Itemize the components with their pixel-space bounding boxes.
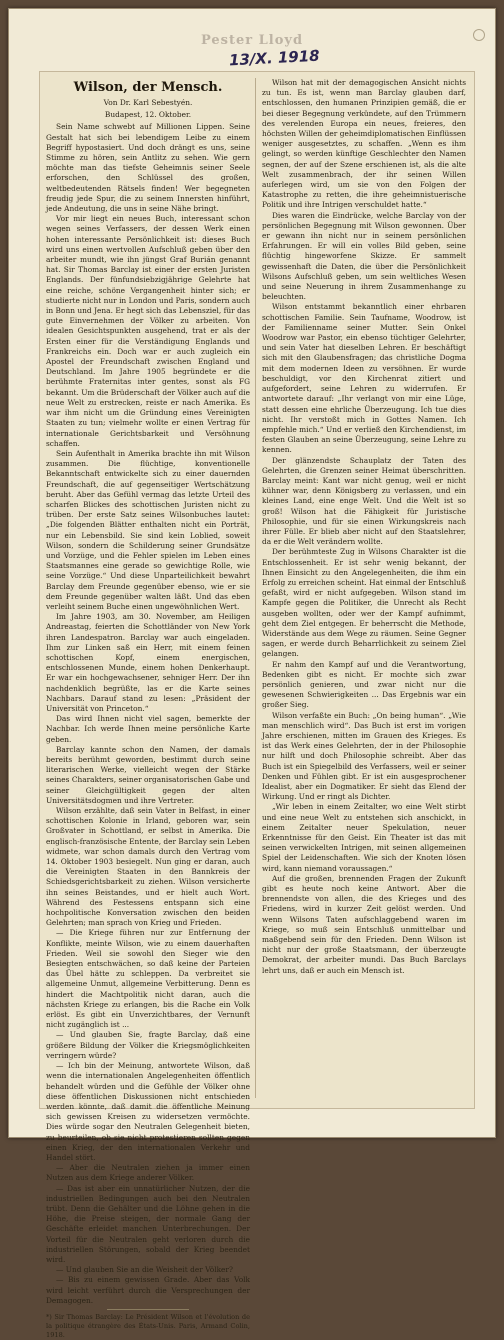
article-paragraph: „Wir leben in einem Zeitalter, wo eine Welt stirbt und eine neue Welt zu entstehen sich anschickt, in einem Zeitalter neuer Spekulation, neuer Erkenntnisse für den Geist. Ein Theater ist das mit seinen verwickelten Intrigen, mit seinen allgemeinen Spiel der Leidenschaften. Wie sich der Knoten lösen wird, kann niemand voraussagen.“: [262, 802, 466, 873]
article-paragraph: Das wird Ihnen nicht viel sagen, bemerkte der Nachbar. Ich werde Ihnen meine persönliche Karte geben.: [46, 714, 250, 744]
article-title: Wilson, der Mensch.: [73, 80, 223, 95]
newspaper-sheet: [8, 8, 496, 1339]
article-left-column: [46, 78, 251, 1339]
article-paragraph: Er nahm den Kampf auf und die Verantwortung, Bedenken gibt es nicht. Er mochte sich zwar persönlich genieren, und zwar nicht nur die gewesenen Schwierigkeiten ... Das Ergebnis war ein großer Sieg.: [262, 659, 466, 710]
article-paragraph: — Und glauben Sie, fragte Barclay, daß eine größere Bildung der Völker die Kriegsmöglichkeiten verringern würde?: [46, 1030, 250, 1060]
article-paragraph: Der glänzendste Schauplatz der Taten des Gelehrten, die Grenzen seiner Heimat überschritten. Barclay meint: Kant war nicht genug, weil er nicht kühner war, denn Königsberg zu verlassen, und ein kleines Land, eine enge Welt. Und die Welt ist so groß! Wilson hat die Fähigkeit für Juristische Philosophie, und für sie einen Wirkungskreis nach ihrer Fülle. Er blieb aber nicht auf den Staatslehrer, da er die Welt verändern wollte.: [262, 455, 466, 547]
article-paragraph: Wilson erzählte, daß sein Vater in Belfast, in einer schottischen Kolonie in Irland, geboren war, sein Großvater in Schottland, er selbst in Amerika. Die englisch-französische Entente, der Barclay sein Leben widmete, war schon damals durch den Vertrag vom 14. Oktober 1903 besiegelt. Nun ging er daran, auch die Vereinigten Staaten in den Bannkreis der Schiedsgerichtsbarkeit zu ziehen. Wilson versicherte ihn seines Beistandes, und er hielt auch Wort. Während des Festessens entspann sich eine hochpolitische Konversation zwischen den beiden Gelehrten; man sprach von Krieg und Frieden.: [46, 806, 251, 928]
masthead: Pester Lloyd: [200, 33, 304, 48]
article-paragraph: — Bis zu einem gewissen Grade. Aber das Volk wird leicht verführt durch die Versprechungen der Demagogen.: [46, 1275, 250, 1305]
article-paragraph: Im Jahre 1903, am 30. November, am Heiligen Andreastag, feierten die Schottländer von New York ihren Landespatron. Barclay war auch eingeladen. Ihm zur Linken saß ein Herr, mit einem feinen schottischen Kopf, einem energischen, entschlossenen Munde, einem hohen Denkerhaupt. Er war ein hochgewachsener, sehniger Herr. Der ihn nachdenklich begrüßte, las er die Karte seines Nachbars. Darauf stand zu lesen: „Präsident der Universität von Princeton.“: [46, 612, 250, 713]
article-paragraph: — Das ist aber ein unnatürlicher Nutzen, der die industriellen Bedingungen auch bei den Neutralen trübt. Denn die Gehälter und die Löhne gehen in die Höhe, die Preise steigen, der normale Gang der Geschäfte erleidet manchen Unterbrechungen. Der Vorteil für die Neutralen geht verloren durch die industriellen Störungen, sobald der Krieg beendet wird.: [46, 1183, 250, 1264]
article-paragraph: — Ich bin der Meinung, antwortete Wilson, daß wenn die internationalen Angelegenheiten öffentlich behandelt würden und die Gefühle der Völker ohne diese öffentlichen Diskussionen nicht entschieden werden könnte, daß damit die öffentliche Meinung sich gewissen Kreisen zu widersetzen vermöchte. Dies würde sogar den Neutralen Gelegenheit bieten, zu beurteilen, ob sie nicht protestieren sollten gegen einen Krieg, der den internationalen Verkehr und Handel stört.: [46, 1061, 250, 1162]
article-paragraph: — Und glauben Sie an die Weisheit der Völker?: [56, 1265, 233, 1275]
separator: [107, 1309, 189, 1310]
article-paragraph: Wilson entstammt bekanntlich einer ehrbaren schottischen Familie. Sein Taufname, Woodrow, ist der Familienname seiner Mutter. Sein Onkel Woodrow war Pastor, ein ebenso tüchtiger Gelehrter, und sein Vater hat dieselben Lehren. Er beschäftigt sich mit den Glaubensfragen; das christliche Dogma mit dem modernen Ideen zu versöhnen. Er wurde beschuldigt, vor den Kirchenrat zitiert und aufgefordert, seine Lehren zu widerrufen. Er antwortete darauf: „Ihr verlangt von mir eine Lüge, statt dessen eine ehrliche Überzeugung. Ich tue dies nicht. Ihr verstoßt mich in Gottes Namen. Ich empfehle mich.“ Und er verließ den Kirchendienst, im festen Glauben an seine Überzeugung, seine Lehre zu kennen.: [262, 302, 466, 455]
article-paragraph: — Aber die Neutralen ziehen ja immer einen Nutzen aus dem Kriege anderer Völker.: [46, 1163, 250, 1183]
article-paragraph: Barclay kannte schon den Namen, der damals bereits berühmt geworden, bestimmt durch seine literarischen Werke, vielleicht wegen der Stärke seines Charakters, seiner organisatorischen Gabe und seiner Gleichgültigkeit gegen der alten Universitätsdogmen und ihre Vertreter.: [46, 744, 250, 805]
article-byline: Von Dr. Karl Sebestyén.: [103, 98, 193, 107]
left-paragraphs: [46, 122, 250, 1306]
article-paragraph: Wilson hat mit der demagogischen Ansicht nichts zu tun. Es ist, wenn man Barclay glauben darf, entschlossen, den humanen Prinzipien gemäß, die er bei dieser Begegnung verkündete, auf den Trümmern des verelenden Europa ein neues, freieres, den höchsten Willen der geheimdiplomatischen Einflüssen weniger ausgesetztes, zu schaffen. „Wenn es ihm gelingt, so werden künftige Geschlechter den Namen segnen, der auf der Szene erschienen ist, als die alte Welt zusammenbrach, der ihr seinen Willen auferlegen wird, um sie von den Folgen der Katastrophe zu retten, die ihre geheimnistuerische Politik und ihre Intrigen verschuldet hatte.“: [262, 78, 466, 210]
article-paragraph: Vor mir liegt ein neues Buch, interessant schon wegen seines Verfassers, der dessen Werk einen hohen interessante Persönlichkeit ist: dieses Buch wird uns einen wertvollen Aufschluß geben über den arbeiter mundt, wie ihn jüngst Graf Burián genannt hat. Sir Thomas Barclay ist einer der ersten Juristen Englands. Der fünfundsiebzigjährige Gelehrte hat eine reiche, schöne Vergangenheit hinter sich; er studierte nicht nur in London und Paris, sondern auch in Bonn und Jena. Er hegt sich das Lebensziel, für das gute Einvernehmen der Völker zu arbeiten. Von idealen Gesichtspunkten ausgehend, trat er als der Ersten einer für die Verständigung Englands und Frankreichs ein. Doch war er auch zugleich ein Apostel der Freundschaft zwischen England und Deutschland. Im Jahre 1905 begründete er die berühmte Fraternitas inter gentes, sonst als FG bekannt. Um die Brüderschaft der Völker auch auf die neue Welt zu erstrecken, reiste er nach Amerika. Es war ihm nicht um die Gründung eines Vereinigten Staaten zu tun; vielmehr wollte er einen Vertrag für internationale Gerichtsbarkeit und Versöhnung schaffen.: [46, 214, 250, 448]
handwritten-date: 13/X. 1918: [228, 46, 321, 70]
right-paragraphs: [262, 78, 466, 976]
article-right-column: [262, 78, 466, 1098]
article-dateline: Budapest, 12. Oktober.: [104, 110, 192, 120]
column-rule: [255, 78, 256, 1098]
article-paragraph: Sein Aufenthalt in Amerika brachte ihn mit Wilson zusammen. Die flüchtige, konventionelle Bekanntschaft entwickelte sich zu einer dauernden Freundschaft, die auf gegenseitiger Wertschätzung beruht. Aber das Gefühl vermag das letzte Urteil des scharfen Blickes des schottischen Juristen nicht zu trüben. Der erste Satz seines Wilsonbuches lautet: „Die folgenden Blätter enthalten nicht ein Porträt, nur ein Lebensbild. Sie sind kein Loblied, soweit Wilson, sondern die Schilderung seiner Grundsätze und Vorzüge, und die Fehler spielen im Leben eines Staatsmannes eine gerade so gewichtige Rolle, wie seine Vorzüge.“ Und diese Unparteilichkeit bewahrt Barclay dem Freunde gegenüber ebenso, wie er sie dem Freunde gegenüber walten läßt. Und das eben verleiht seinem Buche einen ungewöhnlichen Wert.: [46, 448, 250, 611]
article-paragraph: Wilson verfaßte ein Buch: „On being human“. „Wie man menschlich wird“. Das Buch ist erst im vorigen Jahre erschienen, mitten im Grauen des Krieges. Es ist das Werk eines Gelehrten, der in der Philosophie nur hilft und doch Philosophie schreibt. Aber das Buch ist ein Spiegelbild des Verfassers, weil er seiner Denken und Fühlen gibt. Er ist ein ausgesprochener Idealist, aber ein Dogmatiker. Er sieht das Elend der Wirkung. Und er ringt als Dichter.: [262, 710, 466, 802]
newspaper-clipping: [39, 71, 475, 1339]
article-paragraph: Der berühmteste Zug in Wilsons Charakter ist die Entschlossenheit. Er ist sehr wenig bekannt, der Ihnen Einsicht zu den Angelegenheiten, die ihm ein Erfolg zu erreichen scheint. Hat einmal der Entschluß gefaßt, wird er nicht aufgegeben. Wilson stand im Kampfe gegen die Politiker, die Unrecht als Recht ausgeben wollten, oder wer der Kampf aufnimmt, geht dem Ziel entgegen. Er beherrscht die Methode, Widerstände aus dem Wege zu räumen. Seine Gegner sagen, er werde durch Beharrlichkeit zu seinem Ziel gelangen.: [262, 547, 466, 659]
article-paragraph: Auf die großen, brennenden Fragen der Zukunft gibt es heute noch keine Antwort. Aber die brennendste von allen, die des Krieges und des Friedens, wird in kurzer Zeit gelöst werden. Und wenn Wilsons Taten aufschlaggebend waren im Kriege, so muß sein Entschluß unmittelbar und maßgebend sein für den Frieden. Denn Wilson ist nicht nur der große Staatsmann, der überzeugte Demokrat, der arbeiter mundi. Das Buch Barclays lehrt uns, daß er auch ein Mensch ist.: [262, 873, 466, 975]
article-footnote: *) Sir Thomas Barclay: Le Président Wilson et l'évolution de la politique étrangère des États-Unis. Paris, Armand Colin, 1918.: [46, 1312, 250, 1339]
article-paragraph: Dies waren die Eindrücke, welche Barclay von der persönlichen Begegnung mit Wilson gewonnen. Über er gewann ihn nicht nur in seinem persönlichen Erfahrungen. Er will ein volles Bild geben, seine flüchtig hingeworfene Skizze. Er sammelt gewissenhaft die Daten, die über die Persönlichkeit Wilsons Aufschluß geben, um sein weltliches Wesen und seine Neuerung in ihrem Zusammenhange zu beleuchten.: [262, 210, 466, 302]
article-paragraph: — Die Kriege führen nur zur Entfernung der Konflikte, meinte Wilson, wie zu einem dauerhaften Frieden. Weil sie sowohl den Sieger wie den Besiegten entschwächen, so daß keine der Parteien das Übel hätte zu schleppen. Da verbreitet sie allgemeine Unmut, allgemeine Verbitterung. Denn es hindert die Machtpolitik nicht daran, auch die nächsten Kriege zu erlangen, bis die Rache ein Volk erlöst. Es gibt ein Unverzichtbares, der Vernunft nicht zugänglich ist ...: [46, 928, 250, 1030]
article-paragraph: Sein Name schwebt auf Millionen Lippen. Seine Gestalt hat sich bei lebendigem Leibe zu einem Begriff hypostasiert. Und doch drängt es uns, seine Stimme zu hören, sein Antlitz zu sehen. Wie gern möchte man das tiefste Geheimnis seiner Seele erforschen, den Schlüssel des großen, weltbedeutenden Rätsels finden! Wer begegneten freudig jede Spur, die zu seinem Innersten hinführt, jede Andeutung, die uns in seine Nähe bringt.: [46, 122, 250, 214]
